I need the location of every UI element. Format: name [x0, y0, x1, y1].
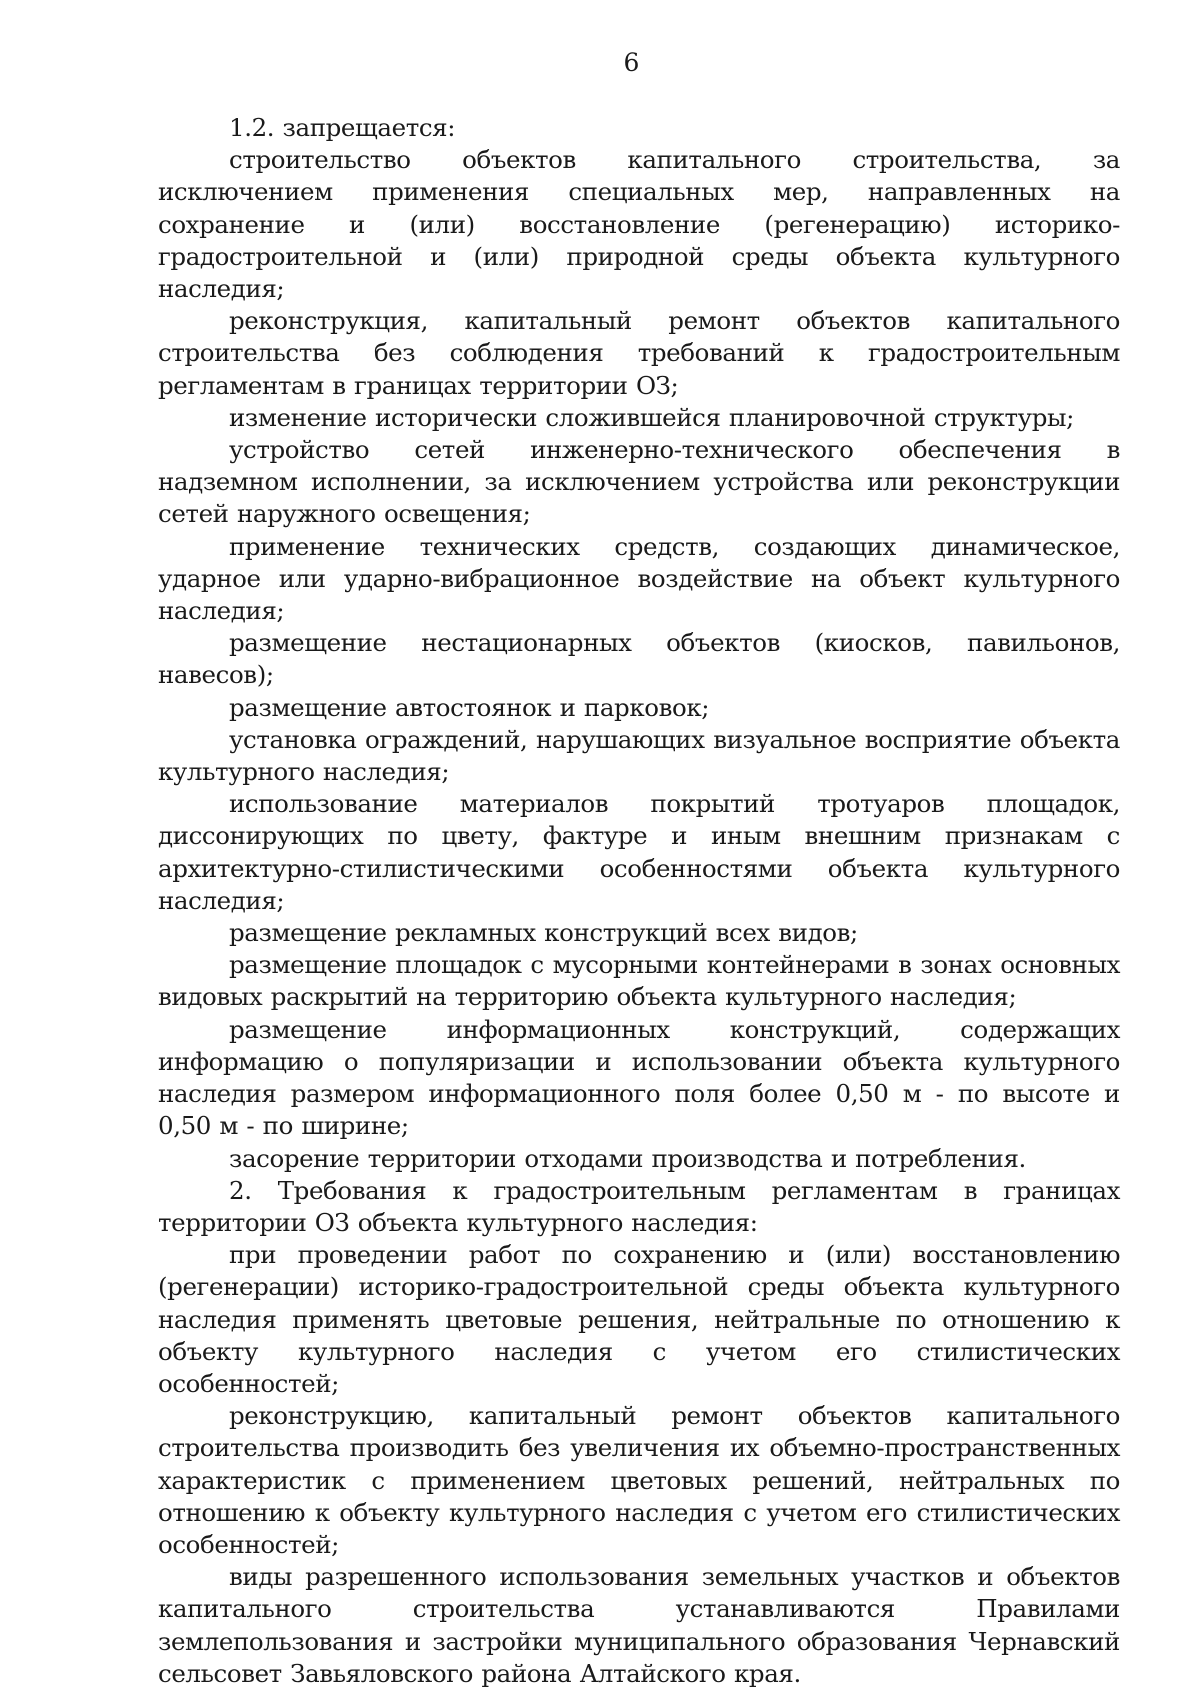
- paragraph: изменение исторически сложившейся планировочной структуры;: [229, 402, 1074, 432]
- paragraph: использование материалов покрытий тротуаров площадок, диссонирующих по цвету, фактуре и иным внешним признакам с архитектурно-стилистическими особенностями объекта культурного наследия;: [158, 789, 1120, 915]
- page-number: 6: [623, 48, 640, 77]
- paragraph: размещение информационных конструкций, содержащих информацию о популяризации и использовании объекта культурного наследия размером информационного поля более 0,50 м - по высоте и 0,50 м - по ширине;: [158, 1014, 1120, 1141]
- paragraph: установка ограждений, нарушающих визуальное восприятие объекта культурного наследия;: [158, 724, 1120, 787]
- paragraph: размещение рекламных конструкций всех видов;: [229, 918, 858, 948]
- paragraph: реконструкцию, капитальный ремонт объектов капитального строительства производить без увеличения их объемно-пространственных характеристик с применением цветовых решений, нейтральных по отношению к объекту культурного наследия с учетом его стилистических особенностей;: [158, 1401, 1120, 1559]
- paragraph: засорение территории отходами производства и потребления.: [229, 1143, 1026, 1173]
- section-heading-2: 2. Требования к градостроительным регламентам в границах территории ОЗ объекта культурного наследия:: [158, 1175, 1120, 1237]
- paragraph: размещение нестационарных объектов (киосков, павильонов, навесов);: [158, 628, 1120, 690]
- paragraph: размещение площадок с мусорными контейнерами в зонах основных видовых раскрытий на территорию объекта культурного наследия;: [158, 950, 1120, 1012]
- paragraph: устройство сетей инженерно-технического обеспечения в надземном исполнении, за исключением устройства или реконструкции сетей наружного освещения;: [158, 435, 1120, 529]
- document-body: [158, 112, 1120, 1690]
- paragraph: при проведении работ по сохранению и (или) восстановлению (регенерации) историко-градостроительной среды объекта культурного наследия применять цветовые решения, нейтральные по отношению к объекту культурного наследия с учетом его стилистических особенностей;: [158, 1240, 1120, 1398]
- paragraph: виды разрешенного использования земельных участков и объектов капитального строительства устанавливаются Правилами землепользования и застройки муниципального образования Чернавский сельсовет Завьяловского района Алтайского края.: [158, 1562, 1120, 1688]
- paragraph: размещение автостоянок и парковок;: [229, 692, 710, 722]
- paragraph: применение технических средств, создающих динамическое, ударное или ударно-вибрационное воздействие на объект культурного наследия;: [158, 531, 1120, 626]
- paragraph: строительство объектов капитального строительства, за исключением применения специальных мер, направленных на сохранение и (или) восстановление (регенерацию) историко-градостроительной и (или) природной среды объекта культурного наследия;: [158, 145, 1120, 304]
- section-heading-1-2: 1.2. запрещается:: [229, 113, 456, 142]
- paragraph: реконструкция, капитальный ремонт объектов капитального строительства без соблюдения требований к градостроительным регламентам в границах территории ОЗ;: [158, 306, 1120, 400]
